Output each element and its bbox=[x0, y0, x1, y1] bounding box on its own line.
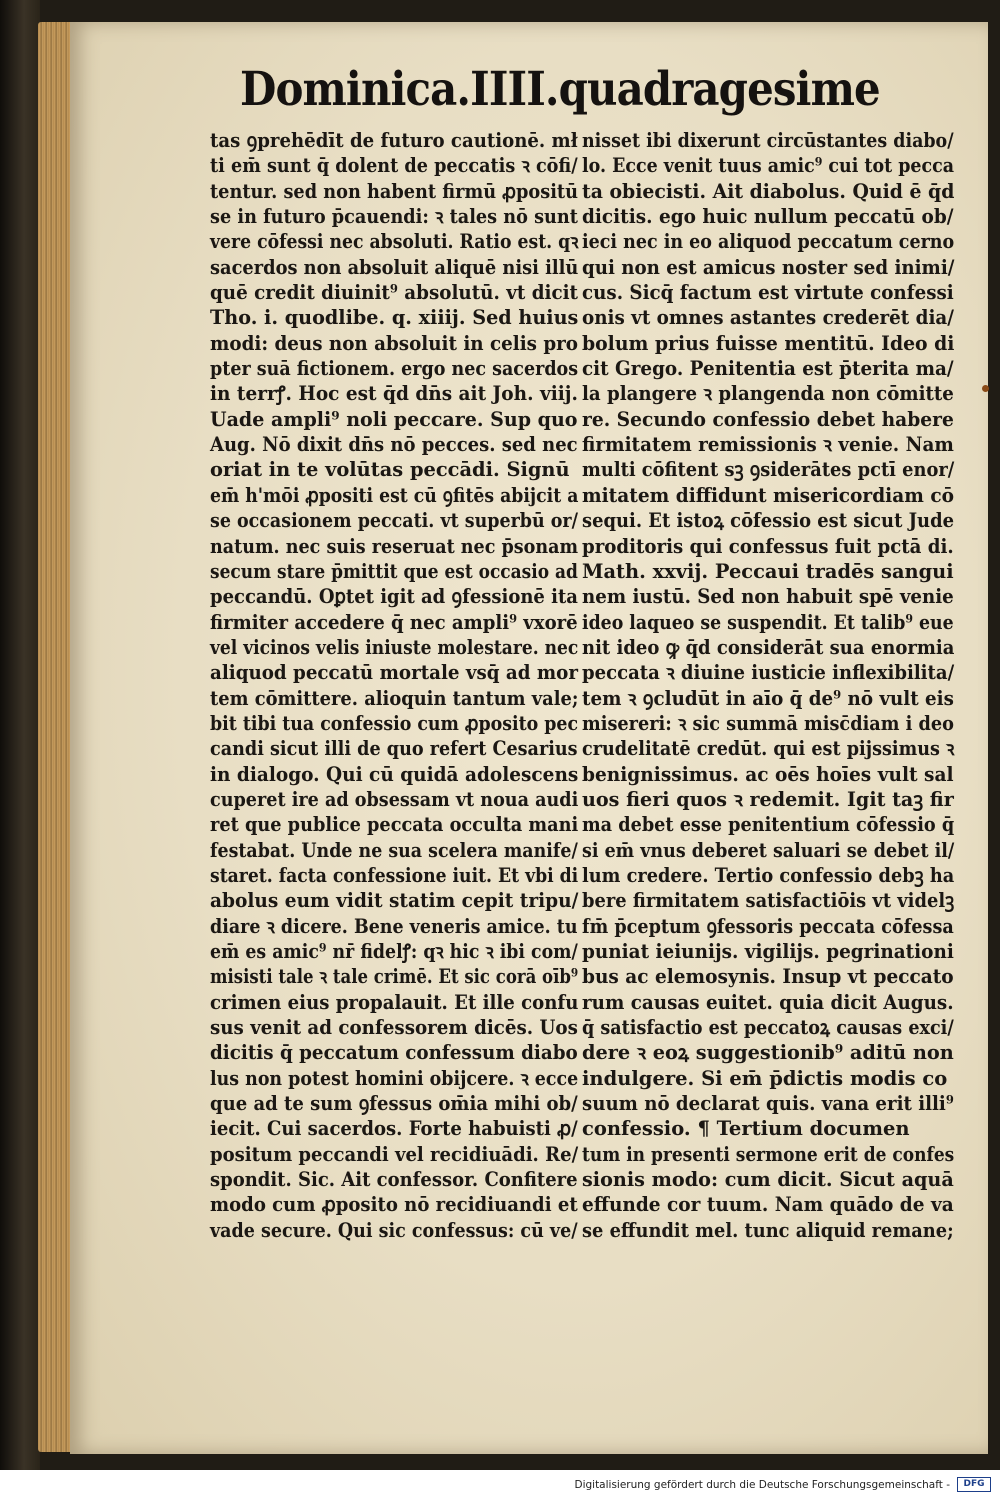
right-column-line: benignissimus. ac oēs hoīes vult sal bbox=[582, 762, 954, 786]
right-column-line: tum in presenti sermone erit de confes bbox=[582, 1142, 955, 1166]
left-column-line: diare ꝛ dicere. Bene veneris amice. tu bbox=[210, 914, 578, 938]
left-column-line: Uade ampli⁹ noli peccare. Sup quo bbox=[210, 407, 578, 431]
right-column-line: Math. xxvij. Peccaui tradēs sangui bbox=[582, 559, 954, 583]
left-column-line: tem cōmittere. alioquin tantum vale; bbox=[210, 686, 579, 710]
right-column-line: confessio. ¶ Tertium documen bbox=[582, 1117, 910, 1141]
left-column-line: firmiter accedere q̄ nec ampli⁹ vxorē bbox=[210, 610, 578, 634]
right-column-line: bus ac elemosynis. Insup vt peccato bbox=[582, 965, 954, 989]
right-column-line: proditoris qui confessus fuit pctā di. bbox=[582, 534, 954, 558]
left-column-line: sacerdos non absoluit aliquē nisi illū bbox=[210, 255, 579, 279]
funding-credit: Digitalisierung gefördert durch die Deutsche Forschungsgemeinschaft - bbox=[574, 1479, 950, 1491]
left-column-line: spondit. Sic. Ait confessor. Confitere bbox=[210, 1168, 578, 1192]
right-text-column bbox=[582, 128, 954, 1243]
book-page-edges bbox=[38, 22, 70, 1452]
dfg-logo: DFG bbox=[957, 1477, 991, 1492]
right-column-line: nem iustū. Sed non habuit spē venie bbox=[582, 585, 954, 609]
left-column-line: dicitis q̄ peccatum confessum diabo bbox=[210, 1041, 578, 1065]
right-column-line: ideo laqueo se suspendit. Et talib⁹ eue bbox=[582, 610, 954, 634]
right-column-line: fm̄ p̄ceptum ꝯfessoris peccata cōfessa bbox=[582, 914, 954, 938]
right-column-line: bere firmitatem satisfactiōis vt videlꝫ bbox=[582, 889, 955, 913]
right-column-line: crudelitatē credūt. qui est pijssimus ꝛ bbox=[582, 737, 955, 761]
left-column-line: crimen eius propalauit. Et ille confu bbox=[210, 990, 579, 1014]
right-column-line: nit ideo ꝙ q̄d considerāt sua enormia bbox=[582, 635, 955, 659]
left-column-line: secum stare p̄mittit que est occasio ad bbox=[210, 559, 578, 583]
right-column-line: dere ꝛ eoꝝ suggestionib⁹ aditū non bbox=[582, 1041, 954, 1065]
left-column-line: em̄ h'mōi ꝓpositi est cū ꝯfitēs abijcit a bbox=[210, 483, 579, 507]
left-column-line: pter suā fictionem. ergo nec sacerdos bbox=[210, 357, 579, 381]
left-column-line: lus non potest homini obijcere. ꝛ ecce bbox=[210, 1066, 579, 1090]
right-column-line: cus. Sicq̄ factum est virtute confessi bbox=[582, 281, 954, 305]
left-column-line: modi: deus non absoluit in celis pro bbox=[210, 331, 578, 355]
left-column-line: se in futuro p̄cauendi: ꝛ tales nō sunt bbox=[210, 205, 578, 229]
right-column-line: multi cōfitent sꝫ ꝯsiderātes pctī enor/ bbox=[582, 458, 955, 482]
left-column-line: misisti tale ꝛ tale crimē. Et sic corā oīb⁹ bbox=[210, 965, 579, 989]
right-column-line: tem ꝛ ꝯcludūt in aīo q̄ de⁹ nō vult eis bbox=[582, 686, 954, 710]
left-column-line: se occasionem peccati. vt superbū or/ bbox=[210, 509, 578, 533]
left-column-line: in terrꝭ. Hoc est q̄d dn̄s ait Joh. viij. bbox=[210, 382, 578, 406]
right-column-line: mitatem diffidunt misericordiam cō bbox=[582, 483, 954, 507]
right-column-line: sequi. Et istoꝝ cōfessio est sicut Jude bbox=[582, 509, 954, 533]
left-column-line: Tho. i. quodlibe. q. xiiij. Sed huius bbox=[210, 306, 579, 330]
left-column-line: sus venit ad confessorem dicēs. Uos bbox=[210, 1016, 578, 1040]
left-column-line: ret que publice peccata occulta mani bbox=[210, 813, 579, 837]
right-column-line: dicitis. ego huic nullum peccatū ob/ bbox=[582, 205, 954, 229]
right-column-line: ta obiecisti. Ait diabolus. Quid ē q̄d bbox=[582, 179, 955, 203]
left-column-line: abolus eum vidit statim cepit tripu/ bbox=[210, 889, 579, 913]
right-column-line: nisset ibi dixerunt circūstantes diabo/ bbox=[582, 129, 954, 152]
right-column-line: la plangere ꝛ plangenda non cōmitte bbox=[582, 382, 954, 406]
left-column-line: modo cum ꝓposito nō recidiuandi et bbox=[210, 1193, 578, 1217]
right-column-line: onis vt omnes astantes crederēt dia/ bbox=[582, 306, 954, 330]
left-column-line: tentur. sed non habent firmū ꝓpositū bbox=[210, 179, 578, 203]
left-column-line: em̄ es amic⁹ nr̄ fidelꝭ: qꝛ hic ꝛ ibi com/ bbox=[210, 940, 578, 963]
right-column-line: cit Grego. Penitentia est p̄terita ma/ bbox=[582, 357, 954, 381]
right-column-line: puniat ieiunijs. vigilijs. pegrinationi bbox=[582, 940, 954, 963]
left-column-line: peccandū. Oꝑtet igit ad ꝯfessionē ita bbox=[210, 585, 578, 609]
left-column-line: ti em̄ sunt q̄ dolent de peccatis ꝛ cōfi/ bbox=[210, 154, 578, 178]
left-column-line: candi sicut illi de quo refert Cesarius bbox=[210, 737, 578, 761]
right-column-line: firmitatem remissionis ꝛ venie. Nam bbox=[582, 433, 954, 457]
right-column-line: indulgere. Si em̄ p̄dictis modis co bbox=[582, 1066, 948, 1090]
right-column-line: sionis modo: cum dicit. Sicut aquā bbox=[582, 1168, 954, 1192]
right-column-line: misereri: ꝛ sic summā misc̄diam i deo bbox=[582, 711, 954, 735]
left-column-line: staret. facta confessione iuit. Et vbi di bbox=[210, 863, 579, 887]
right-column-line: se effundit mel. tunc aliquid remane; bbox=[582, 1218, 954, 1242]
right-column-line: si em̄ vnus deberet saluari se debet il/ bbox=[582, 838, 955, 862]
left-column-line: vel vicinos velis iniuste molestare. nec bbox=[210, 635, 579, 659]
left-column-line: bit tibi tua confessio cum ꝓposito pec bbox=[210, 711, 579, 735]
right-column-line: ieci nec in eo aliquod peccatum cerno bbox=[582, 230, 955, 254]
left-column-line: oriat in te volūtas peccādi. Signū bbox=[210, 458, 570, 482]
left-column-line: cuperet ire ad obsessam vt noua audi bbox=[210, 787, 579, 811]
left-column-line: Aug. Nō dixit dn̄s nō pecces. sed nec bbox=[210, 433, 578, 457]
right-column-line: qui non est amicus noster sed inimi/ bbox=[582, 255, 955, 279]
left-column-line: que ad te sum ꝯfessus om̄ia mihi ob/ bbox=[210, 1092, 578, 1116]
right-column-line: re. Secundo confessio debet habere bbox=[582, 407, 954, 431]
left-text-column bbox=[210, 128, 580, 1243]
left-column-line: natum. nec suis reseruat nec p̄sonam bbox=[210, 534, 579, 558]
left-column-line: festabat. Unde ne sua scelera manife/ bbox=[210, 838, 578, 862]
right-column-line: uos fieri quos ꝛ redemit. Igit taꝫ fir bbox=[582, 787, 954, 811]
left-column-line: positum peccandi vel recidiuādi. Re/ bbox=[210, 1142, 579, 1166]
right-column-line: peccata ꝛ diuine iusticie inflexibilita/ bbox=[582, 661, 955, 685]
left-column-line: in dialogo. Qui cū quidā adolescens bbox=[210, 762, 579, 786]
right-column-line: rum causas euitet. quia dicit Augus. bbox=[582, 990, 954, 1014]
margin-mark bbox=[982, 385, 989, 392]
right-column-line: effunde cor tuum. Nam quādo de va bbox=[582, 1193, 954, 1217]
left-column-line: vade secure. Qui sic confessus: cū ve/ bbox=[210, 1218, 578, 1242]
right-column-line: q̄ satisfactio est peccatoꝝ causas exci/ bbox=[582, 1016, 954, 1040]
right-column-line: bolum prius fuisse mentitū. Ideo di bbox=[582, 331, 955, 355]
right-column-line: ma debet esse penitentium cōfessio q̄ bbox=[582, 813, 955, 837]
left-column-line: iecit. Cui sacerdos. Forte habuisti ꝓ/ bbox=[210, 1117, 578, 1141]
left-column-line: quē credit diuinit⁹ absolutū. vt dicit bbox=[210, 281, 579, 305]
left-column-line: vere cōfessi nec absoluti. Ratio est. qꝛ bbox=[210, 230, 579, 254]
running-title: Dominica.IIII.quadragesime bbox=[240, 62, 880, 117]
right-column-line: lum credere. Tertio confessio debꝫ ha bbox=[582, 863, 955, 887]
left-column-line: aliquod peccatū mortale vsq̄ ad mor bbox=[210, 661, 578, 685]
right-column-line: lo. Ecce venit tuus amic⁹ cui tot pecca bbox=[582, 154, 955, 178]
left-column-line: tas ꝯprehēdīt de futuro cautionē. mł bbox=[210, 129, 578, 152]
scanner-edge bbox=[0, 0, 40, 1470]
right-column-line: suum nō declarat quis. vana erit illi⁹ bbox=[582, 1092, 954, 1116]
